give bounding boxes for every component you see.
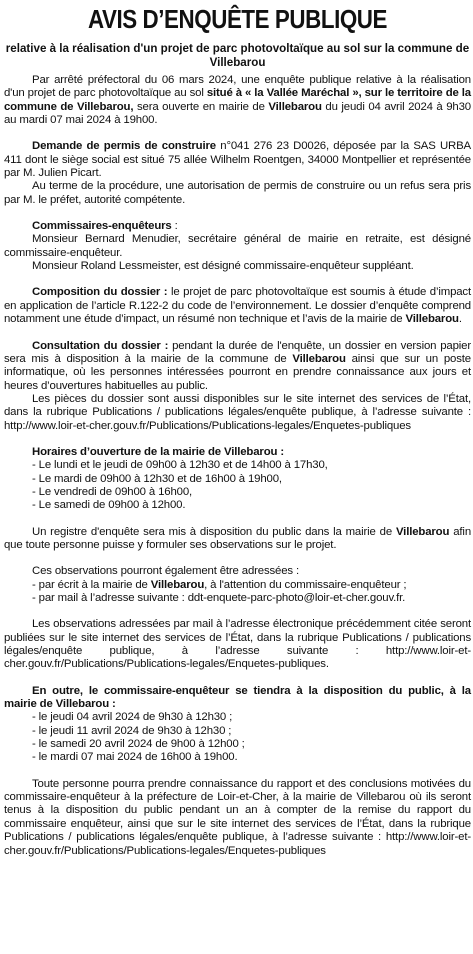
consultation-text-1: pendant la durée de l'enquête, un dossier en version papier sera mis à disposition à la mairie de la commune de <box>4 339 471 365</box>
permanence-item: - le jeudi 11 avril 2024 de 9h30 à 12h30 ; <box>32 724 232 737</box>
intro-location: situé à « la Vallée Maréchal », sur le territoire de la commune de Villebarou, <box>4 87 471 113</box>
registre-text-2: afin que toute personne puisse y formuler ses observations sur le projet. <box>4 525 471 551</box>
permanences-heading: En outre, le commissaire-enquêteur se tiendra à la disposition du public, à la mairie de Villebarou : <box>4 684 471 711</box>
observations-mail: - par mail à l’adresse suivante : ddt-enquete-parc-photo@loir-et-cher.gouv.fr. <box>32 592 406 604</box>
intro-text-1: Par arrêté préfectoral du 06 mars 2024, une enquête publique relative à la réalisation d'un projet de parc photovoltaïque au sol <box>4 74 471 100</box>
intro-commune: Villebarou <box>268 100 322 113</box>
composition-text: le projet de parc photovoltaïque est soumis à étude d’impact en application de l’article R.122-2 du code de l’environnement. Le dossier d’enquête comprend notamment une étude d’impact, un résumé non technique et l’avis de la mairie de <box>4 286 471 326</box>
permis-paragraph <box>4 140 471 180</box>
permis-heading: Demande de permis de construire <box>32 140 216 153</box>
composition-heading: Composition du dossier : <box>32 286 168 299</box>
horaires-heading: Horaires d’ouverture de la mairie de Villebarou : <box>32 445 284 458</box>
intro-dates: du jeudi 04 avril 2024 à 9h30 au mardi 07 mai 2024 à 19h00. <box>4 100 471 127</box>
permanence-item: - le samedi 20 avril 2024 de 9h00 à 12h00 ; <box>32 738 245 751</box>
registre-paragraph <box>4 526 471 553</box>
notice-title: AVIS D’ENQUÊTE PUBLIQUE <box>87 4 388 34</box>
commissaire-titulaire: Monsieur Bernard Menudier, secrétaire général de mairie en retraite, est désigné commissaire-enquêteur. <box>4 233 471 259</box>
permis-text: n°041 276 23 D0026, déposée par la SAS URBA 411 dont le siège social est situé 75 allée Wilhelm Roentgen, 34000 Montpellier et représentée par M. Julien Picart. <box>4 140 471 180</box>
composition-paragraph: Composition du dossier : le projet de parc photovoltaïque est soumis à étude d’impact en application de l’article R.122-2 du code de l’environnement. Le dossier d’enquête comprend notamment une étude d’impact, un résumé non technique et l’avis de la mairie de Villebarou. <box>4 286 471 326</box>
permanences-list <box>4 711 471 764</box>
conclusion-paragraph: Toute personne pourra prendre connaissance du rapport et des conclusions motivées du commissaire-enquêteur à la préfecture de Loir-et-Cher, à la mairie de Villebarou où ils seront tenus à la disposition du public pendant un an à compter de la remise du rapport du commissaire enquêteur, ainsi que sur le site internet des services de l’État, dans la rubrique Publications / publications légales/enquête publique, à l’adresse suivante : http://www.loir-et-cher.gouv.fr/Publications/Publications-legales/Enquetes-publiques <box>4 777 471 857</box>
commissaires-heading-line: Commissaires-enquêteurs : <box>32 220 178 233</box>
commissaire-suppleant: Monsieur Roland Lessmeister, est désigné commissaire-enquêteur suppléant. <box>32 260 414 273</box>
commissaires-heading: Commissaires-enquêteurs <box>32 220 172 233</box>
composition-commune: Villebarou <box>405 313 459 326</box>
horaires-item: - Le vendredi de 09h00 à 16h00, <box>32 485 193 498</box>
registre-text-1: Un registre d'enquête sera mis à disposition du public dans la mairie de <box>32 525 396 538</box>
horaires-item: - Le mardi de 09h00 à 12h30 et de 16h00 à 19h00, <box>32 472 282 485</box>
notice-subtitle: relative à la réalisation d'un projet de parc photovoltaïque au sol sur la commune de Villebarou <box>5 42 470 69</box>
consultation-text-2: ainsi que sur un poste informatique, où les personnes intéressées pourront en prendre connaissance aux jours et heures d’ouvertures habituelles au public. <box>4 352 471 392</box>
intro-paragraph <box>4 74 471 127</box>
horaires-item: - Le lundi et le jeudi de 09h00 à 12h30 et de 14h00 à 17h30, <box>32 459 328 472</box>
publiees-paragraph: Les observations adressées par mail à l’adresse électronique précédemment citée seront publiées sur le site internet des services de l’État, dans la rubrique Publications / publications légales/enquête publique, à l’adresse suivante : http://www.loir-et-cher.gouv.fr/Publications/Publications-legales/Enquetes-publiques. <box>4 618 471 671</box>
consultation-heading: Consultation du dossier : <box>32 339 169 352</box>
permanence-item: - le jeudi 04 avril 2024 de 9h30 à 12h30 ; <box>32 711 233 724</box>
consultation-online: Les pièces du dossier sont aussi disponibles sur le site internet des services de l’État, dans la rubrique Publications / publications légales/enquête publique, à l’adresse suivante : http://www.loir-et-cher.gouv.fr/Publications/Publications-legales/Enquetes-publiques <box>4 392 471 432</box>
intro-text-2: sera ouverte en mairie de <box>133 100 269 113</box>
permis-outcome: Au terme de la procédure, une autorisation de permis de construire ou un refus sera pris par M. le préfet, autorité compétente. <box>4 180 471 206</box>
horaires-item: - Le samedi de 09h00 à 12h00. <box>32 499 186 512</box>
horaires-list <box>4 459 471 512</box>
observations-ecrit: - par écrit à la mairie de Villebarou, à l'attention du commissaire-enquêteur ; <box>32 578 407 591</box>
observations-commune: Villebarou <box>150 578 205 591</box>
permanence-item: - le mardi 07 mai 2024 de 16h00 à 19h00. <box>32 751 238 764</box>
registre-commune: Villebarou <box>395 525 450 538</box>
consultation-paragraph <box>4 340 471 393</box>
notice-body <box>4 74 471 858</box>
consultation-commune: Villebarou <box>292 352 346 365</box>
observations-intro: Ces observations pourront également être adressées : <box>32 565 299 578</box>
